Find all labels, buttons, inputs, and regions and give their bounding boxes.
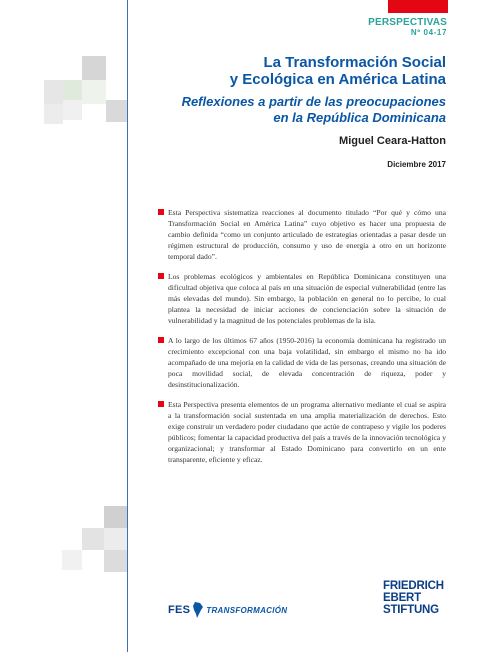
author-name: Miguel Ceara-Hatton (339, 135, 446, 147)
fes-transformacion-logo (168, 602, 287, 618)
summary-section (158, 207, 446, 474)
summary-paragraph (158, 207, 446, 262)
title-line-2: y Ecológica en América Latina (229, 71, 446, 88)
summary-paragraph (158, 271, 446, 326)
fes-mark: FES (168, 604, 191, 616)
paragraph-text: Esta Perspectiva presenta elementos de un programa alternativo mediante el cual se aspira a la transformación social sustentada en una amplia materialización de derechos. Esto exige construir un verdadero poder ciudadano que actúe de contrapeso y vigile los poderes públicos; fomentar la capacidad productiva del país a través de la innovación tecnológica y organizacional; y transformar al Estado Dominicano para convertirlo en un ente transparente, eficiente y eficaz. (168, 400, 446, 464)
friedrich-ebert-stiftung-logo (383, 580, 444, 616)
bullet-square-icon (158, 209, 164, 215)
stiftung-line-2: EBERT (383, 592, 421, 604)
summary-paragraph (158, 335, 446, 390)
bullet-square-icon (158, 337, 164, 343)
series-label (368, 17, 447, 38)
summary-paragraph (158, 399, 446, 465)
latin-america-map-icon (192, 602, 204, 618)
paragraph-text: Esta Perspectiva sistematiza reacciones al documento titulado “Por qué y cómo una Transformación Social en América Latina” cuyo objetivo es hacer una propuesta de cambio definida “como un conjunto articulado de estrategias orientadas a pasar desde un régimen estructural de producción, consumo y uso de energía a otro en un horizonte temporal dado”. (168, 208, 446, 261)
subtitle-line-1: Reflexiones a partir de las preocupaciones (181, 94, 446, 109)
stiftung-line-1: FRIEDRICH (383, 580, 444, 592)
page-title (230, 54, 446, 88)
publication-date: Diciembre 2017 (387, 160, 446, 169)
fes-transformacion-label: TRANSFORMACIÓN (206, 605, 288, 615)
header-accent-bar (388, 0, 448, 13)
subtitle-line-2: en la República Dominicana (273, 110, 446, 125)
paragraph-text: Los problemas ecológicos y ambientales en República Dominicana constituyen una dificultad objetiva que coloca al país en una situación de especial vulnerabilidad (entre las más elevadas del mundo). Sin embargo, la población en general no lo percibe, lo cual plantea la necesidad de iniciar acciones de concienciación sobre la situación de vulnerabilidad y la magnitud de los potenciales problemas de la isla. (168, 272, 446, 325)
stiftung-line-3: STIFTUNG (383, 604, 439, 616)
page-subtitle (182, 94, 446, 126)
title-line-1: La Transformación Social (263, 54, 446, 71)
bullet-square-icon (158, 273, 164, 279)
series-name: PERSPECTIVAS (368, 17, 447, 28)
paragraph-text: A lo largo de los últimos 67 años (1950-2016) la economía dominicana ha registrado un crecimiento excepcional con una baja volatilidad, sin embargo el mismo no ha ido acompañado de una mejoría en la calidad de vida de las personas, creando una situación de poca movilidad social, de elevada concentración de riqueza, poder y desinstitucionalización. (168, 336, 446, 389)
bullet-square-icon (158, 401, 164, 407)
vertical-divider (127, 0, 128, 652)
series-number: Nº 04-17 (410, 28, 447, 37)
